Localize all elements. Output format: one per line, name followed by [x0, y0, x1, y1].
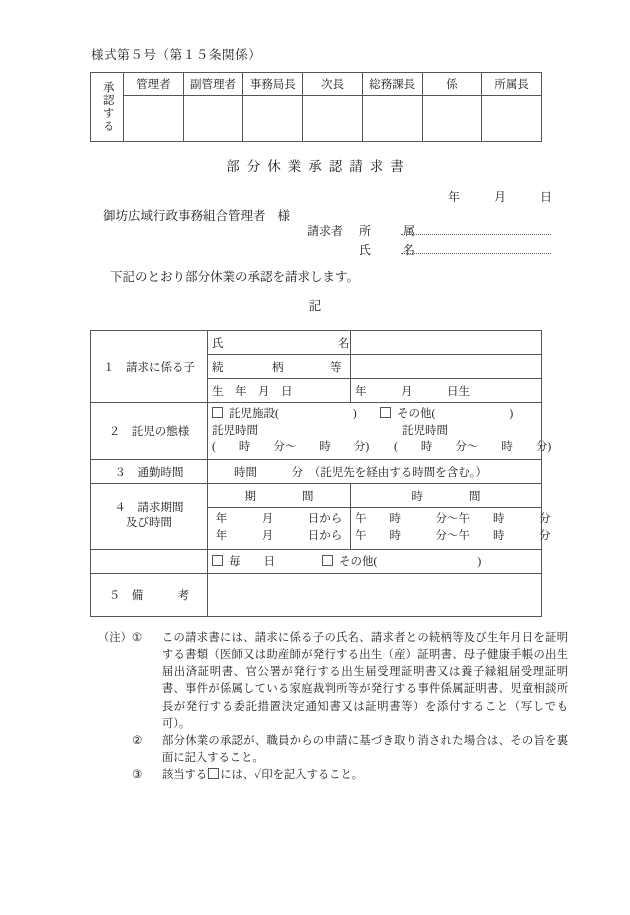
approval-stamp-deputy-manager[interactable]: [183, 96, 243, 142]
notes-prefix: （注）: [98, 632, 132, 644]
time-input[interactable]: [351, 508, 551, 550]
checkbox-icon: [208, 768, 219, 779]
note-text-3-before: 該当する: [162, 769, 208, 782]
approval-col-deputy-chief: 次長: [303, 73, 363, 96]
checkbox-icon[interactable]: [380, 407, 391, 418]
childcare-type-label: ２ 託児の態様: [91, 403, 208, 460]
note-item-1: [98, 630, 568, 733]
child-name-input[interactable]: [351, 331, 542, 355]
approval-stamp-manager[interactable]: [124, 96, 184, 142]
frequency-daily-label: 毎 日: [229, 556, 275, 569]
requester-name-row: [307, 241, 551, 258]
date-day-label: 日: [539, 190, 552, 204]
childcare-type-cell: [208, 403, 552, 460]
commute-time-label: ３ 通勤時間: [91, 460, 208, 484]
childcare-other-label: その他(: [397, 408, 436, 420]
request-period-label: [91, 484, 208, 550]
child-name-label: [208, 331, 351, 355]
notes-section: [98, 630, 568, 784]
approval-col-general-affairs-chief: 総務課長: [362, 73, 422, 96]
frequency-daily-option[interactable]: [212, 553, 322, 569]
commute-time-row: [91, 460, 542, 484]
frequency-other-close: ): [477, 556, 482, 569]
approval-stamp-deputy-chief[interactable]: [303, 96, 363, 142]
requester-label: 請求者: [307, 224, 344, 238]
period-column-header: 期 間: [208, 484, 351, 508]
childcare-other-time-label: 託児時間: [402, 424, 448, 437]
childcare-time-label-row: [212, 423, 537, 440]
approval-vertical-label: 承認する: [91, 73, 124, 142]
frequency-other-option[interactable]: [322, 556, 481, 568]
approval-stamp-table: [90, 72, 542, 142]
child-relation-label: [208, 355, 351, 379]
note-item-2: [132, 733, 568, 767]
checkbox-icon[interactable]: [212, 407, 223, 418]
date-line: [448, 188, 552, 205]
child-relation-label-b: 柄: [272, 361, 284, 374]
form-number: 様式第５号（第１５条関係）: [91, 48, 262, 62]
approval-col-section: 係: [422, 73, 482, 96]
note-marker-1: ①: [131, 632, 143, 644]
childcare-other-time-input[interactable]: ( 時 分～ 時 分): [394, 441, 552, 454]
child-name-label-a: 氏: [212, 337, 224, 350]
remarks-label: ５ 備 考: [91, 573, 208, 616]
requester-name-label: 氏 名: [359, 243, 426, 257]
approval-stamp-row: [91, 96, 542, 142]
child-relation-label-a: 続: [212, 361, 224, 374]
remarks-input[interactable]: [208, 573, 542, 616]
note-item-3: [132, 767, 568, 784]
note-text-2: 部分休業の承認が、職員からの申請に基づき取り消された場合は、その旨を裏面に記入すること。: [162, 734, 568, 765]
document-title: 部分休業承認請求書: [226, 159, 411, 174]
addressee-name: 御坊広域行政事務組合管理者: [103, 209, 266, 223]
approval-col-manager: 管理者: [124, 73, 184, 96]
time-input-line2[interactable]: 午 時 分～午 時 分: [355, 530, 551, 543]
commute-time-input[interactable]: 時間 分 （託児先を経由する時間を含む。）: [208, 460, 542, 484]
main-form-table: [90, 330, 552, 617]
approval-stamp-department-head[interactable]: [482, 96, 542, 142]
childcare-options-row: [212, 406, 537, 423]
requester-block: [307, 222, 551, 258]
childcare-other-close: ): [509, 408, 514, 420]
approval-header-row: [91, 73, 542, 96]
date-month-label: 月: [493, 190, 506, 204]
date-year-label: 年: [447, 190, 460, 204]
note-text-3-after: には、✓印を記入すること。: [220, 769, 364, 782]
requester-affiliation-row: [307, 222, 551, 239]
ki-marker: 記: [308, 299, 322, 313]
time-input-line1[interactable]: 午 時 分～午 時 分: [355, 513, 551, 526]
frequency-label-spacer: [91, 549, 208, 573]
addressee-honorific: 様: [277, 209, 291, 223]
lead-sentence: 下記のとおり部分休業の承認を請求します。: [110, 270, 360, 284]
child-birth-input[interactable]: 年 月 日生: [351, 379, 542, 403]
childcare-facility-option[interactable]: [212, 406, 380, 423]
addressee: [103, 206, 290, 224]
childcare-type-row: [91, 403, 542, 460]
requester-affiliation-input[interactable]: [401, 222, 551, 235]
period-input[interactable]: [208, 508, 351, 550]
frequency-options-cell: [208, 549, 542, 573]
requester-affiliation-label: 所 属: [359, 224, 426, 238]
remarks-row: [91, 573, 542, 616]
note-marker-3: ③: [132, 769, 143, 782]
child-name-row: [91, 331, 542, 355]
childcare-facility-time-label: 託児時間: [212, 424, 258, 437]
time-column-header: 時 間: [351, 484, 542, 508]
checkbox-icon[interactable]: [212, 555, 223, 566]
childcare-facility-time-input[interactable]: ( 時 分～ 時 分): [212, 441, 370, 454]
childcare-other-option[interactable]: [380, 406, 548, 423]
requester-name-input[interactable]: [401, 241, 551, 254]
request-period-label-line1: ４ 請求期間: [114, 501, 184, 514]
request-period-label-line2: 及び時間: [126, 517, 172, 530]
frequency-row: [91, 549, 542, 573]
childcare-facility-close: ): [352, 408, 357, 420]
approval-stamp-general-affairs-chief[interactable]: [362, 96, 422, 142]
checkbox-icon[interactable]: [322, 555, 333, 566]
childcare-facility-label: 託児施設(: [229, 408, 279, 420]
childcare-time-value-row: [212, 439, 552, 456]
period-input-line2[interactable]: 年 月 日から: [215, 530, 343, 543]
frequency-other-label: その他(: [339, 556, 378, 569]
child-relation-input[interactable]: [351, 355, 542, 379]
approval-col-secretariat-chief: 事務局長: [243, 73, 303, 96]
child-relation-label-c: 等: [330, 361, 342, 374]
child-name-label-b: 名: [338, 337, 350, 350]
period-input-line1[interactable]: 年 月 日から: [215, 513, 343, 526]
note-marker-2: ②: [132, 734, 143, 747]
note-text-1: この請求書には、請求に係る子の氏名、請求者との続柄等及び生年月日を証明する書類（医師又は助産師が発行する出生（産）証明書、母子健康手帳の出生届出済証明書、官公署が発行する出生届受理証明書又は養子縁組届受理証明書、事件が係属している家庭裁判所等が発行する事件係属証明書、児童相談所長が発行する委託措置決定通知書又は証明書等）を添付すること（写しでも可）。: [161, 632, 568, 730]
child-birth-label: 生 年 月 日: [208, 379, 351, 403]
approval-col-deputy-manager: 副管理者: [183, 73, 243, 96]
child-section-label: １ 請求に係る子: [91, 331, 208, 403]
approval-col-department-head: 所属長: [482, 73, 542, 96]
approval-stamp-secretariat-chief[interactable]: [243, 96, 303, 142]
request-period-header-row: [91, 484, 542, 508]
note-text-3: [162, 767, 568, 784]
approval-stamp-section[interactable]: [422, 96, 482, 142]
